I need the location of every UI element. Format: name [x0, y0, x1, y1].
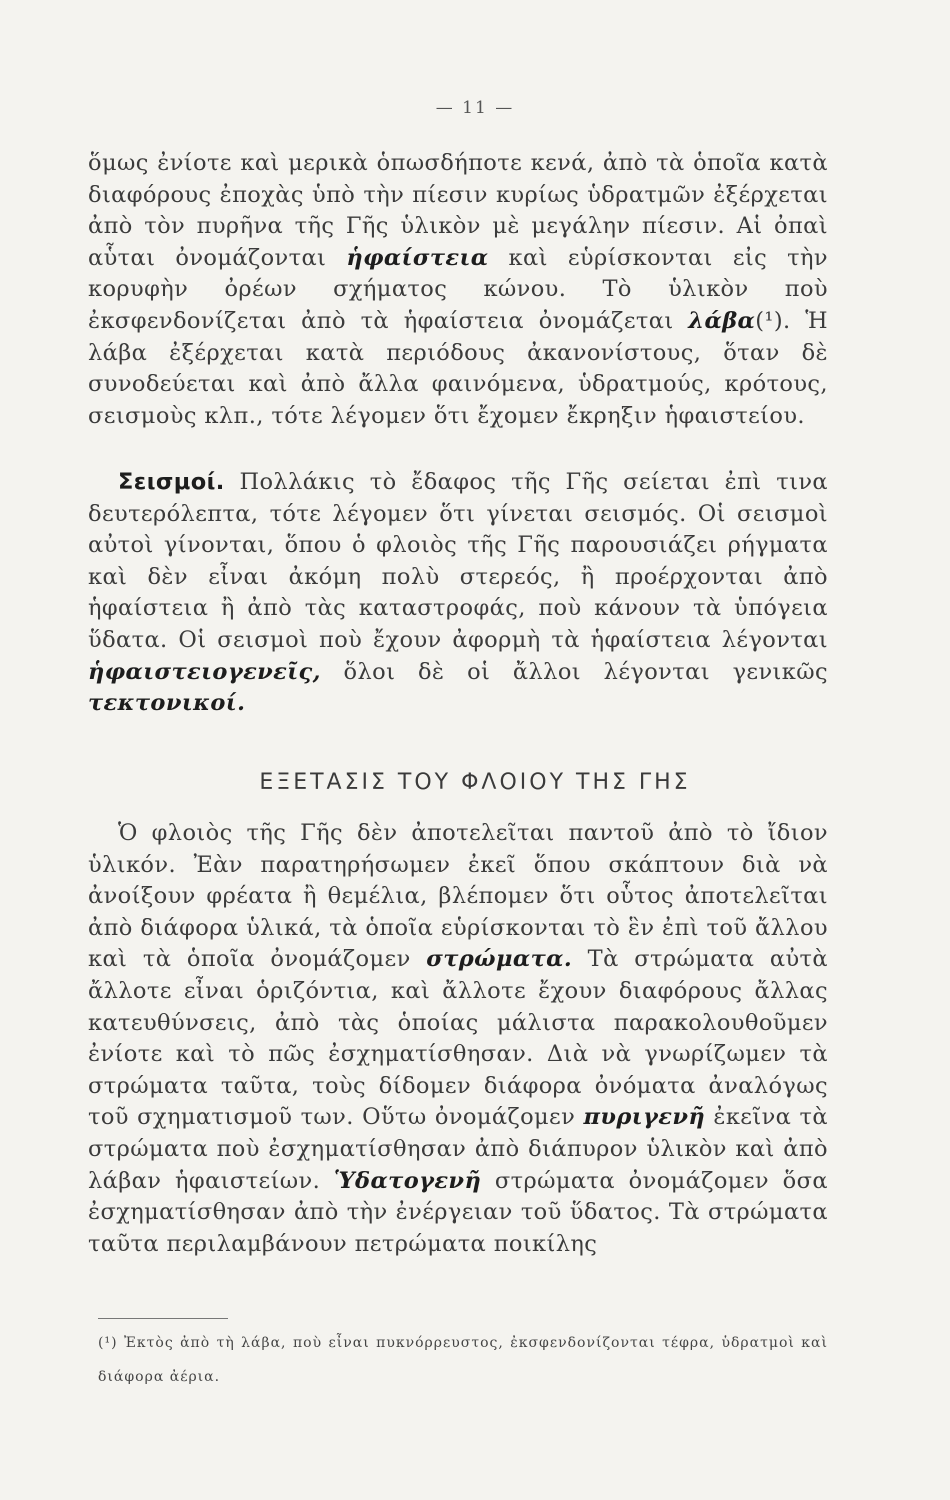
paragraph-text: Ἡ λάβα ἐξέρχεται κατὰ περιόδους ἀκανονίστους, ὅταν δὲ συνοδεύεται καὶ ἀπὸ ἄλλα φαινόμενα, ὑδρατμούς, κρότους, σεισμοὺς κλπ., τότε λέγομεν ὅτι ἔχομεν ἔκρηξιν ἡφαιστείου. — [88, 307, 828, 429]
paragraph-earthquakes — [88, 467, 828, 720]
paragraph-text: Τὰ στρώματα αὐτὰ ἄλλοτε εἶναι ὁριζόντια, καὶ ἄλλοτε ἔχουν διαφόρους ἄλλας κατευθύνσεις, ἀπὸ τὰς ὁποίας μάλιστα παρακολουθοῦμεν ἐνίοτε καὶ τὸ πῶς ἐσχηματίσθησαν. Διὰ νὰ γνωρίζωμεν τὰ στρώματα ταῦτα, τοὺς δίδομεν διάφορα ὀνόματα ἀναλόγως τοῦ σχηματισμοῦ των. Οὕτω ὀνομάζομεν — [88, 946, 828, 1131]
paragraph-text: ὅμως ἐνίοτε καὶ μερικὰ ὁπωσδήποτε κενά, ἀπὸ τὰ ὁποῖα κατὰ διαφόρους ἐποχὰς ὑπὸ τὴν πίεσιν κυρίως ὑδρατμῶν ἐξέρχεται ἀπὸ τὸν πυρῆνα τῆς Γῆς ὑλικὸν μὲ μεγάλην πίεσιν. Αἱ ὀπαὶ αὗται ὀνομάζονται — [88, 150, 828, 271]
paragraph-text: Ὁ φλοιὸς τῆς Γῆς δὲν ἀποτελεῖται παντοῦ ἀπὸ τὸ ἴδιον ὑλικόν. Ἐὰν παρατηρήσωμεν ἐκεῖ ὅπου σκάπτουν διὰ νὰ ἀνοίξουν φρέατα ἢ θεμέλια, βλέπομεν ὅτι οὗτος ἀποτελεῖται ἀπὸ διάφορα ὑλικά, τὰ ὁποῖα εὑρίσκονται τὸ ἓν ἐπὶ τοῦ ἄλλου καὶ τὰ ὁποῖα ὀνομάζομεν — [88, 820, 828, 973]
paragraph-text: καὶ εὑρίσκονται εἰς τὴν κορυφὴν ὀρέων σχήματος κώνου. Τὸ ὑλικὸν ποὺ ἐκσφενδονίζεται ἀπὸ τὰ ἡφαίστεια ὀνομάζεται — [88, 244, 828, 334]
term-sedimentary: Ὑδατογενῆ — [333, 1167, 482, 1194]
term-tectonic: τεκτονικοί. — [88, 690, 246, 717]
paragraph-crust-layers — [88, 818, 828, 1260]
term-strata: στρώματα. — [426, 946, 573, 973]
term-volcanoes: ἡφαίστεια — [346, 244, 489, 271]
paragraph-volcanoes — [88, 148, 828, 432]
side-heading-earthquakes: Σεισμοί. — [118, 469, 225, 495]
paragraph-text: ὅλοι δὲ οἱ ἄλλοι λέγονται γενικῶς — [343, 658, 828, 685]
section-title: ΕΞΕΤΑΣΙΣ ΤΟΥ ΦΛΟΙΟΥ ΤΗΣ ΓΗΣ — [259, 770, 691, 795]
footnote-divider — [98, 1318, 228, 1319]
term-lava: λάβα — [688, 307, 756, 334]
page-number: — 11 — — [435, 98, 515, 118]
paragraph-text: Πολλάκις τὸ ἔδαφος τῆς Γῆς σείεται ἐπὶ τινα δευτερόλεπτα, τότε λέγομεν ὅτι γίνεται σεισμός. Οἱ σεισμοὶ αὐτοὶ γίνονται, ὅπου ὁ φλοιὸς τῆς Γῆς παρουσιάζει ρήγματα καὶ δὲν εἶναι ἀκόμη πολὺ στερεός, ἢ προέρχονται ἀπὸ ἡφαίστεια ἢ ἀπὸ τὰς καταστροφάς, ποὺ κάνουν τὰ ὑπόγεια ὕδατα. Οἱ σεισμοὶ ποὺ ἔχουν ἀφορμὴ τὰ ἡφαίστεια λέγονται — [88, 469, 828, 653]
paragraph-text: στρώματα ὀνομάζομεν ὅσα ἐσχηματίσθησαν ἀπὸ τὴν ἐνέργειαν τοῦ ὕδατος. Τὰ στρώματα ταῦτα περιλαμβάνουν πετρώματα ποικίλης — [88, 1167, 828, 1257]
paragraph-text: ἐκεῖνα τὰ στρώματα ποὺ ἐσχηματίσθησαν ἀπὸ διάπυρον ὑλικὸν καὶ ἀπὸ λάβαν ἡφαιστείων. — [88, 1104, 828, 1194]
footnote: (¹) Ἐκτὸς ἀπὸ τὴ λάβα, ποὺ εἶναι πυκνόρρευστος, ἐκσφενδονίζονται τέφρα, ὑδρατμοὶ καὶ διάφορα ἀέρια. — [98, 1335, 828, 1385]
footnote-reference: (¹). — [755, 307, 791, 334]
term-igneous: πυριγενῆ — [583, 1104, 706, 1131]
term-volcanogenic: ἡφαιστειογενεῖς, — [88, 658, 321, 685]
